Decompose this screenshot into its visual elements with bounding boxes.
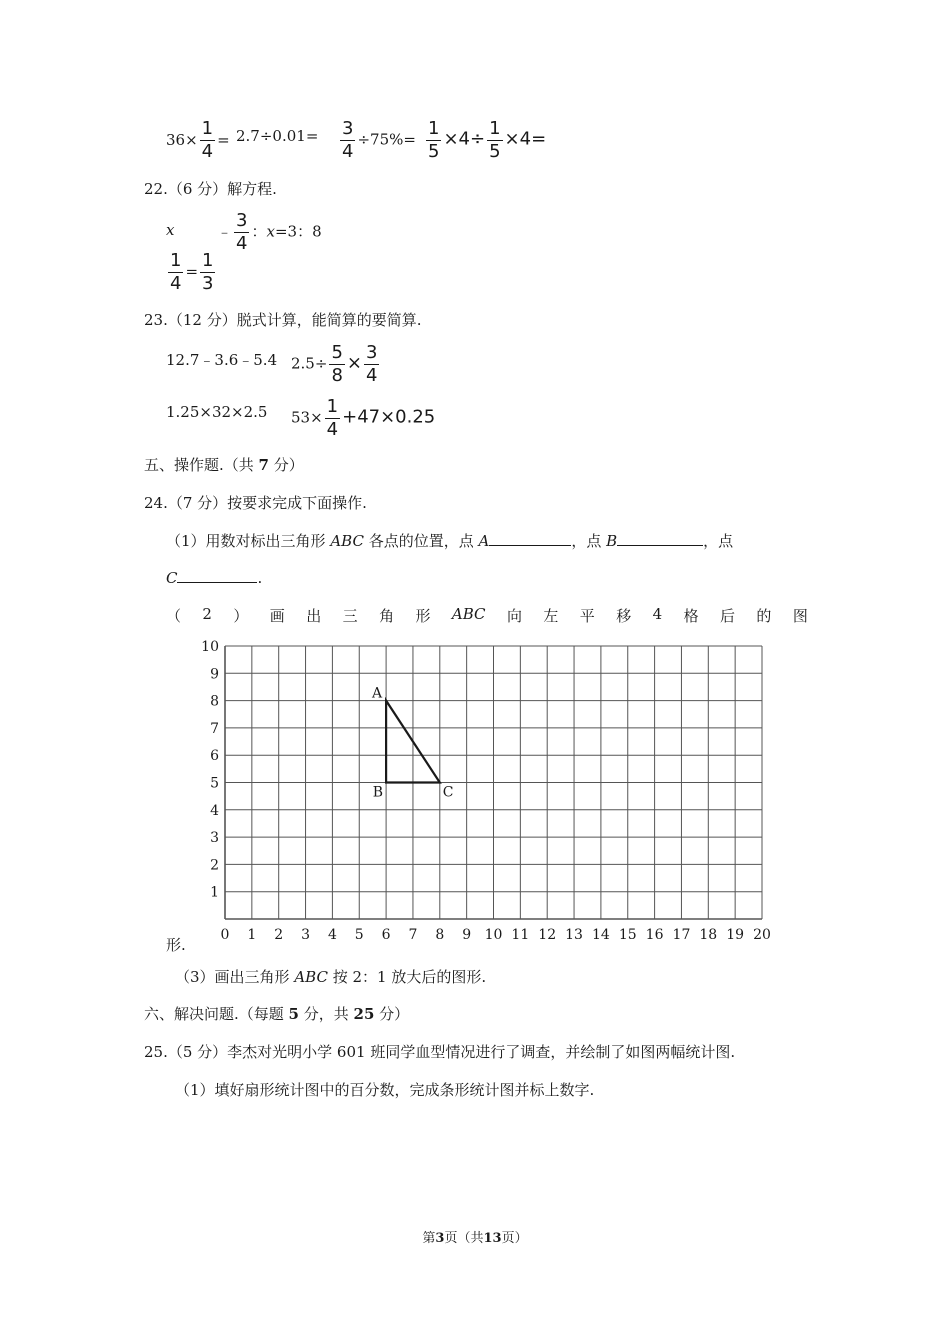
x-tick-label: 12 xyxy=(538,927,557,943)
x-tick-label: 20 xyxy=(753,927,771,943)
x-tick-label: 19 xyxy=(726,927,745,943)
q23-expr-a: 12.7﹣3.6﹣5.4 xyxy=(166,351,278,369)
fraction: $\frac{5}{8}$ xyxy=(331,342,343,386)
y-tick-label: 8 xyxy=(210,693,219,710)
x-tick-label: 15 xyxy=(618,927,637,943)
x-tick-label: 7 xyxy=(408,927,418,943)
q24-part-1-cont: C . xyxy=(166,569,263,587)
q23-expr-c: 1.25×32×2.5 xyxy=(166,403,268,421)
q24-part-1: （1）用数对标出三角形 ABC 各点的位置，点 A ，点 B ，点 xyxy=(166,532,734,550)
x-tick-label: 14 xyxy=(591,927,610,943)
fraction: $\frac{1}{3}$ xyxy=(202,250,214,294)
q22-equation-1-tail: $\frac{1}{4}$ = $\frac{1}{3}$ xyxy=(170,250,214,294)
x-tick-label: 18 xyxy=(699,927,718,943)
q25-title: 25.（5 分）李杰对光明小学 601 班同学血型情况进行了调查，并绘制了如图两幅统计图. xyxy=(144,1043,736,1061)
y-tick-label: 9 xyxy=(210,666,219,683)
answer-blank-b[interactable] xyxy=(617,531,703,546)
fraction: $\frac{1}{4}$ xyxy=(201,118,214,162)
y-tick-label: 5 xyxy=(210,775,219,792)
x-tick-label: 11 xyxy=(511,927,530,943)
coordinate-grid[interactable] xyxy=(190,628,790,948)
fraction: $\frac{1}{4}$ xyxy=(170,250,182,294)
x-tick-label: 2 xyxy=(274,927,284,943)
fraction: $\frac{1}{4}$ xyxy=(326,396,339,440)
fraction: $\frac{3}{4}$ xyxy=(342,118,354,162)
fraction: $\frac{1}{5}$ xyxy=(489,118,501,162)
q22-var-x: x xyxy=(166,221,175,239)
vertex-label-b: B xyxy=(372,784,384,801)
fraction: $\frac{1}{5}$ xyxy=(428,118,440,162)
x-tick-label: 10 xyxy=(484,927,503,943)
x-tick-label: 6 xyxy=(381,927,391,943)
x-tick-label: 9 xyxy=(462,927,472,943)
x-tick-label: 8 xyxy=(435,927,445,943)
fraction: $\frac{3}{4}$ xyxy=(236,210,248,254)
x-tick-label: 0 xyxy=(220,927,230,943)
q23-expr-b: 2.5÷ $\frac{5}{8}$ × $\frac{3}{4}$ xyxy=(291,342,378,386)
expr-1: 36× $\frac{1}{4}$ = xyxy=(166,118,230,162)
calc-row-1 xyxy=(166,120,230,161)
y-tick-label: 7 xyxy=(210,720,219,737)
q24-part-3: （3）画出三角形 ABC 按 2：1 放大后的图形. xyxy=(175,968,487,986)
y-tick-label: 10 xyxy=(201,639,219,655)
y-tick-label: 1 xyxy=(210,884,219,901)
y-tick-label: 6 xyxy=(210,748,219,765)
q22-equation-2: ﹣ $\frac{3}{4}$ ：x=3：8 xyxy=(217,210,322,254)
q24-title: 24.（7 分）按要求完成下面操作. xyxy=(144,494,367,512)
x-tick-label: 16 xyxy=(645,927,664,943)
vertex-label-c: C xyxy=(442,784,454,801)
x-tick-label: 3 xyxy=(301,927,311,943)
q25-part-1: （1）填好扇形统计图中的百分数，完成条形统计图并标上数字. xyxy=(175,1081,595,1099)
x-tick-label: 17 xyxy=(672,927,691,943)
q24-part-2: （ 2 ） 画 出 三 角 形 ABC 向 左 平 移 4 格 后 的 图 xyxy=(166,605,808,625)
page-footer: 第3页（共13页） xyxy=(422,1231,528,1246)
q23-title: 23.（12 分）脱式计算，能简算的要简算. xyxy=(144,311,422,329)
section-6-heading: 六、解决问题.（每题 5 分，共 25 分） xyxy=(144,1005,410,1023)
x-tick-label: 13 xyxy=(565,927,583,943)
y-tick-label: 4 xyxy=(210,802,219,819)
x-tick-label: 4 xyxy=(327,927,337,943)
section-5-heading: 五、操作题.（共 7 分） xyxy=(144,456,304,474)
fraction: $\frac{3}{4}$ xyxy=(365,342,378,386)
q23-expr-d: 53× $\frac{1}{4}$ +47×0.25 xyxy=(291,396,436,440)
y-tick-label: 2 xyxy=(210,857,219,874)
y-tick-label: 3 xyxy=(210,830,219,847)
answer-blank-c[interactable] xyxy=(177,568,257,583)
q24-part-2-end: 形. xyxy=(166,936,186,954)
vertex-label-a: A xyxy=(371,685,383,702)
answer-blank-a[interactable] xyxy=(489,531,571,546)
q22-title: 22.（6 分）解方程. xyxy=(144,180,277,198)
x-tick-label: 5 xyxy=(354,927,364,943)
x-tick-label: 1 xyxy=(247,927,257,943)
expr-3: $\frac{3}{4}$ ÷75%= xyxy=(342,118,416,162)
expr-2: 2.7÷0.01= xyxy=(236,127,319,145)
expr-4: $\frac{1}{5}$ ×4÷ $\frac{1}{5}$ ×4= xyxy=(428,118,547,162)
